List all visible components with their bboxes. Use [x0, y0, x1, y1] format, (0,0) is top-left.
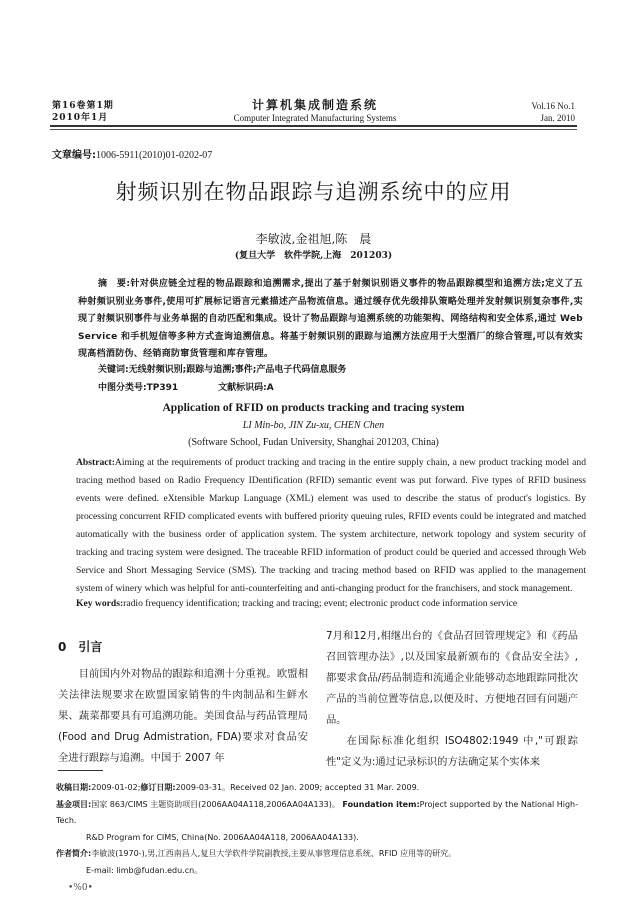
body-paragraph: 在国际标准化组织 ISO4802:1949 中,"可跟踪性"定义为:通过记录标识的方法确定某个实体来	[326, 735, 578, 768]
keywords-cn-text: 无线射频识别;跟踪与追溯;事件;产品电子代码信息服务	[128, 365, 347, 375]
fund-label: 基金项目:	[56, 799, 92, 809]
article-number-value: 1006-5911(2010)01-0202-07	[96, 150, 213, 161]
doc-code-label: 文献标识码:	[218, 383, 267, 393]
abstract-cn-label: 摘 要:	[98, 279, 131, 289]
journal-name-en: Computer Integrated Manufacturing Systems	[233, 113, 397, 123]
classification	[98, 380, 274, 393]
authors-cn: 李敏波,金祖旭,陈 晨	[255, 232, 372, 246]
issue-date: 2010年1月	[52, 113, 109, 123]
article-number-label: 文章编号:	[52, 150, 96, 161]
received-label: 收稿日期:	[56, 783, 92, 792]
footnote-email: E-mail: limb@fudan.edu.cn。	[86, 865, 203, 875]
revised-label: 修订日期:	[140, 783, 176, 792]
keywords-cn-label: 关键词:	[98, 365, 129, 375]
keywords-en	[76, 598, 517, 609]
fund-text-en: Project supported by the National High-Tech.	[56, 799, 579, 825]
section-title: 引言	[78, 640, 103, 654]
section-heading	[58, 638, 102, 655]
page-title: 射频识别在物品跟踪与追溯系统中的应用	[115, 180, 512, 204]
body-right-column	[326, 626, 578, 773]
abstract-en-text: Aiming at the requirements of product tracking and tracing in the entire supply chain, a new product tracking model and tracing method based on Radio Frequency IDentification (RFID) semantic event was put forward. Five types of RFID business events were defined. eXtensible Markup Language (XML) element was used to describe the status of product's logistics. By processing concurrent RFID complicated events with buffered priority queuing rules, RFID events could be integrated and matched automatically with the business order of application system. The system architecture, network topology and system security of tracking and tracing system were designed. The traceable RFID information of product could be queried and accessed through Web Service and Short Messaging Service (SMS). The tracking and tracing method based on RFID was applied to the management system of winery which was helpful for anti-counterfeiting and anti-changing product for the franchisers, and stock management.	[76, 457, 586, 594]
issue-date-en: Jan. 2010	[540, 113, 575, 123]
journal-name-cn: 计算机集成制造系统	[251, 98, 378, 112]
header-rule	[50, 125, 577, 127]
doc-code-value: A	[266, 383, 274, 393]
footnote-fund-cont: R&D Program for CIMS, China(No. 2006AA04A118, 2006AA04A133).	[86, 832, 359, 842]
journal-name	[160, 98, 470, 124]
abstract-cn	[78, 276, 583, 364]
issue-info	[52, 100, 114, 124]
issue-volume: 第16卷第1期	[52, 101, 114, 111]
authors-en: LI Min-bo, JIN Zu-xu, CHEN Chen	[242, 420, 385, 431]
fund-text: 国家 863/CIMS 主题资助项目(2006AA04A118,2006AA04A133)。	[91, 799, 340, 809]
abstract-en	[76, 454, 586, 598]
abstract-en-label: Abstract:	[76, 457, 115, 468]
body-paragraph: 7月和12月,相继出台的《食品召回管理规定》和《药品召回管理办法》,以及国家最新颁布的《食品安全法》,都要求食品/药品制造和流通企业能够动态地跟踪同批次产品的当前位置等信息,以便及时、方便地召回有问题产品。	[326, 630, 578, 726]
footnote-author	[56, 846, 596, 863]
header-rule-thin	[50, 129, 577, 130]
article-number	[52, 146, 212, 161]
page-number: •%0•	[68, 883, 93, 893]
received-date: 2009-01-02;	[91, 783, 141, 792]
footnote-received	[56, 780, 596, 797]
clc-value: TP391	[146, 383, 179, 393]
footnote-fund	[56, 797, 596, 830]
fund-label-en: Foundation item:	[342, 799, 420, 809]
keywords-en-text: radio frequency identification; tracking and tracing; event; electronic product code information service	[123, 598, 518, 609]
issue-info-en	[531, 100, 575, 124]
footnote-rule	[58, 770, 103, 771]
title-en: Application of RFID on products tracking and tracing system	[162, 402, 465, 414]
footnotes	[56, 780, 596, 879]
affiliation-en: (Software School, Fudan University, Shanghai 201203, China)	[188, 437, 439, 448]
keywords-en-label: Key words:	[76, 598, 124, 609]
author-bio-text: 李敏波(1970-),男,江西南昌人,复旦大学软件学院副教授,主要从事管理信息系统、RFID 应用等的研究。	[91, 849, 457, 858]
affiliation-cn: (复旦大学 软件学院,上海 201203)	[234, 251, 393, 261]
issue-volume-en: Vol.16 No.1	[531, 101, 575, 111]
clc-label: 中图分类号:	[98, 383, 147, 393]
body-left-column: 目前国内外对物品的跟踪和追溯十分重视。欧盟相关法律法规要求在欧盟国家销售的牛肉制品和生鲜水果、蔬菜都要具有可追溯功能。美国食品与药品管理局(Food and Drug Admistration, FDA)要求对食品安全进行跟踪与追溯。中国于 2007 年	[58, 668, 308, 764]
keywords-cn	[98, 362, 346, 375]
abstract-cn-text: 针对供应链全过程的物品跟踪和追溯需求,提出了基于射频识别语义事件的物品跟踪模型和追溯方法;定义了五种射频识别业务事件,使用可扩展标记语言元素描述产品物流信息。通过缓存优先级排队策略处理并发射频识别复杂事件,实现了射频识别事件与业务单据的自动匹配和集成。设计了物品跟踪与追溯系统的功能架构、网络结构和安全体系,通过 Web Service 和手机短信等多种方式查询追溯信息。将基于射频识别的跟踪与追溯方法应用于大型酒厂的综合管理,可以有效实现高档酒防伪、经销商防窜货管理和库存管理。	[78, 279, 583, 359]
revised-date: 2009-03-31。Received 02 Jan. 2009; accepted 31 Mar. 2009.	[175, 783, 420, 792]
author-bio-label: 作者简介:	[56, 849, 92, 858]
section-number: 0	[58, 640, 67, 654]
